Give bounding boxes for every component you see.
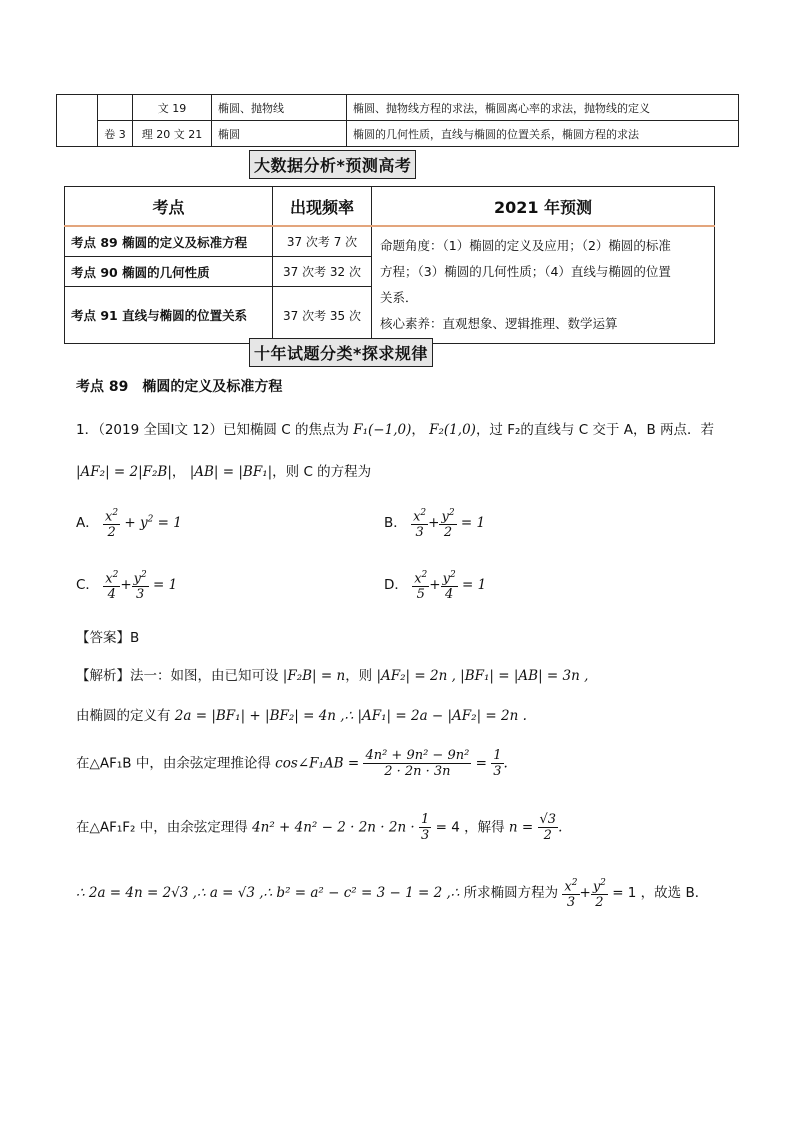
analysis-text: 由椭圆的定义有 (76, 708, 171, 724)
frequency: 37 次考 32 次 (273, 257, 372, 287)
option-a: A． $\frac{x^2}{2}$ + $y^2 = 1$ (76, 508, 182, 541)
table-cell: 文 19 (133, 95, 212, 121)
option-label: D． (384, 577, 408, 594)
denominator: 2 (543, 828, 552, 843)
analysis-line-2 (76, 704, 527, 724)
condition-2: |AB| = |BF₁| (189, 464, 273, 480)
fraction: $\frac{y^2}{2}$ (441, 508, 455, 541)
question-text: ，则 C 的方程为 (272, 464, 372, 480)
analysis-text: 在△AF₁B 中，由余弦定理推论得 (76, 755, 271, 772)
question-line-1: 1．（2019 全国Ⅰ文 12）已知椭圆 C 的焦点为 F₁(−1,0)， F₂(1,0)，过 F₂的直线与 C 交于 A，B 两点．若 (76, 422, 714, 438)
math-expr: |AF₂| = 2n , |BF₁| = |AB| = 3n , (376, 668, 589, 684)
analysis-text: = 4 ，解得 (435, 819, 505, 836)
prediction (372, 226, 715, 344)
column-header: 出现频率 (273, 187, 372, 227)
analysis-line-5: ∴ 2a = 4n = 2√3 ,∴ a = √3 ,∴ b² = a² − c² = 3 − 1 = 2 ,∴ 所求椭圆方程为 $\frac{x^2}{3}$ + $\frac{y^2}{2}$ = 1 ，故选 B． (76, 878, 709, 911)
frequency: 37 次考 35 次 (273, 287, 372, 344)
option-d: D． $\frac{x^2}{5}$ + $\frac{y^2}{4}$ = 1 (384, 570, 487, 603)
column-header: 2021 年预测 (372, 187, 715, 227)
answer: 【答案】B (76, 630, 140, 646)
math-expr: = (475, 755, 487, 772)
fraction: $\frac{y^2}{3}$ (133, 570, 147, 603)
math-expr: 2a = |BF₁| + |BF₂| = 4n ,∴ |AF₁| = 2a − |AF₂| = 2n . (174, 708, 527, 724)
math-expr: ∴ 2a = 4n = 2√3 ,∴ a = √3 ,∴ b² = a² − c² = 3 − 1 = 2 ,∴ (76, 885, 460, 902)
analysis-text: 所求椭圆方程为 (463, 885, 559, 902)
math-expr: cos∠F₁AB = (275, 755, 360, 772)
denominator: 3 (493, 764, 502, 779)
exam-point: 考点 90 椭圆的几何性质 (65, 257, 273, 287)
analysis-text: = 1 ，故选 B． (612, 885, 709, 902)
prediction-line: 方程；（3）椭圆的几何性质；（4）直线与椭圆的位置 (380, 264, 671, 279)
analysis-line-4: 在△AF₁F₂ 中，由余弦定理得 4n² + 4n² − 2 · 2n · 2n · $\frac{1}{3}$ = 4 ，解得 n = $\frac{√3}{2}$ . (76, 812, 563, 843)
option-b: B． $\frac{x^2}{3}$ + $\frac{y^2}{2}$ = 1 (384, 508, 486, 541)
fraction (491, 748, 503, 779)
section-title: 考点 89 椭圆的定义及标准方程 (76, 379, 283, 395)
fraction: $\frac{y^2}{2}$ (592, 878, 606, 911)
table-row (57, 95, 739, 121)
fraction: $\frac{x^2}{2}$ (105, 508, 119, 541)
table-cell (57, 121, 98, 147)
fraction: $\frac{x^2}{3}$ (413, 508, 427, 541)
table-cell: 椭圆 (212, 121, 347, 147)
table-row (57, 121, 739, 147)
question-line-2: |AF₂| = 2|F₂B|， |AB| = |BF₁|，则 C 的方程为 (76, 464, 372, 480)
fraction: $\frac{x^2}{3}$ (564, 878, 578, 911)
table-row (65, 226, 715, 257)
table-cell (57, 95, 98, 121)
question-text: 1．（2019 全国Ⅰ文 12）已知椭圆 C 的焦点为 (76, 422, 349, 438)
option-label: C． (76, 577, 99, 594)
denominator: 2 · 2n · 3n (384, 764, 451, 779)
table-cell: 椭圆、抛物线方程的求法，椭圆离心率的求法，抛物线的定义 (347, 95, 739, 121)
math-expr: |F₂B| = n (282, 668, 346, 684)
prediction-line: 关系． (380, 290, 418, 305)
analysis-text: 在△AF₁F₂ 中，由余弦定理得 (76, 819, 248, 836)
table-cell (98, 95, 133, 121)
top-table (56, 94, 739, 147)
column-header: 考点 (65, 187, 273, 227)
analysis-text: ，则 (345, 668, 373, 684)
fraction (363, 748, 471, 779)
option-c: C． $\frac{x^2}{4}$ + $\frac{y^2}{3}$ = 1 (76, 570, 178, 603)
analysis-line-3: 在△AF₁B 中，由余弦定理推论得 cos∠F₁AB = $\frac{\text{4n² + 9n² − 9n²}}{2 \cdot 2n \cdot 3n}$ = $\frac{1}{3}$ . (76, 748, 508, 779)
prediction-line: 核心素养：直观想象、逻辑推理、数学运算 (380, 316, 618, 331)
table-cell: 椭圆的几何性质，直线与椭圆的位置关系，椭圆方程的求法 (347, 121, 739, 147)
prediction-line: 命题角度：（1）椭圆的定义及应用；（2）椭圆的标准 (380, 238, 671, 253)
math-expr: n = (508, 819, 534, 836)
fraction: $\frac{x^2}{4}$ (105, 570, 119, 603)
exam-point: 考点 89 椭圆的定义及标准方程 (65, 226, 273, 257)
fraction: $\frac{x^2}{5}$ (414, 570, 428, 603)
option-label: B． (384, 515, 407, 532)
analysis-text: 法一：如图，由已知可设 (130, 668, 279, 684)
math-expr: 4n² + 4n² − 2 · 2n · 2n · (252, 819, 415, 836)
option-label: A． (76, 515, 99, 532)
focus-f1: F₁(−1,0) (353, 422, 412, 438)
numerator: √3 (539, 812, 557, 827)
fraction: $\frac{1}{3}$ (421, 812, 430, 843)
numerator: 1 (493, 748, 502, 763)
fraction: $\frac{y^2}{4}$ (442, 570, 456, 603)
table-cell: 椭圆、抛物线 (212, 95, 347, 121)
section-banner-classification: 十年试题分类*探求规律 (249, 338, 433, 367)
analysis-line-1 (76, 664, 588, 684)
condition-1: |AF₂| = 2|F₂B| (76, 464, 172, 480)
table-header-row (65, 187, 715, 227)
question-text: ，过 F₂的直线与 C 交于 A，B 两点．若 (475, 422, 714, 438)
analysis-table (64, 186, 715, 344)
table-cell: 理 20 文 21 (133, 121, 212, 147)
focus-f2: F₂(1,0) (429, 422, 476, 438)
numerator: 4n² + 9n² − 9n² (365, 748, 470, 763)
frequency: 37 次考 7 次 (273, 226, 372, 257)
exam-point: 考点 91 直线与椭圆的位置关系 (65, 287, 273, 344)
section-banner-bigdata: 大数据分析*预测高考 (249, 150, 416, 179)
table-cell: 卷 3 (98, 121, 133, 147)
analysis-label: 【解析】 (76, 668, 130, 684)
fraction (538, 812, 559, 843)
